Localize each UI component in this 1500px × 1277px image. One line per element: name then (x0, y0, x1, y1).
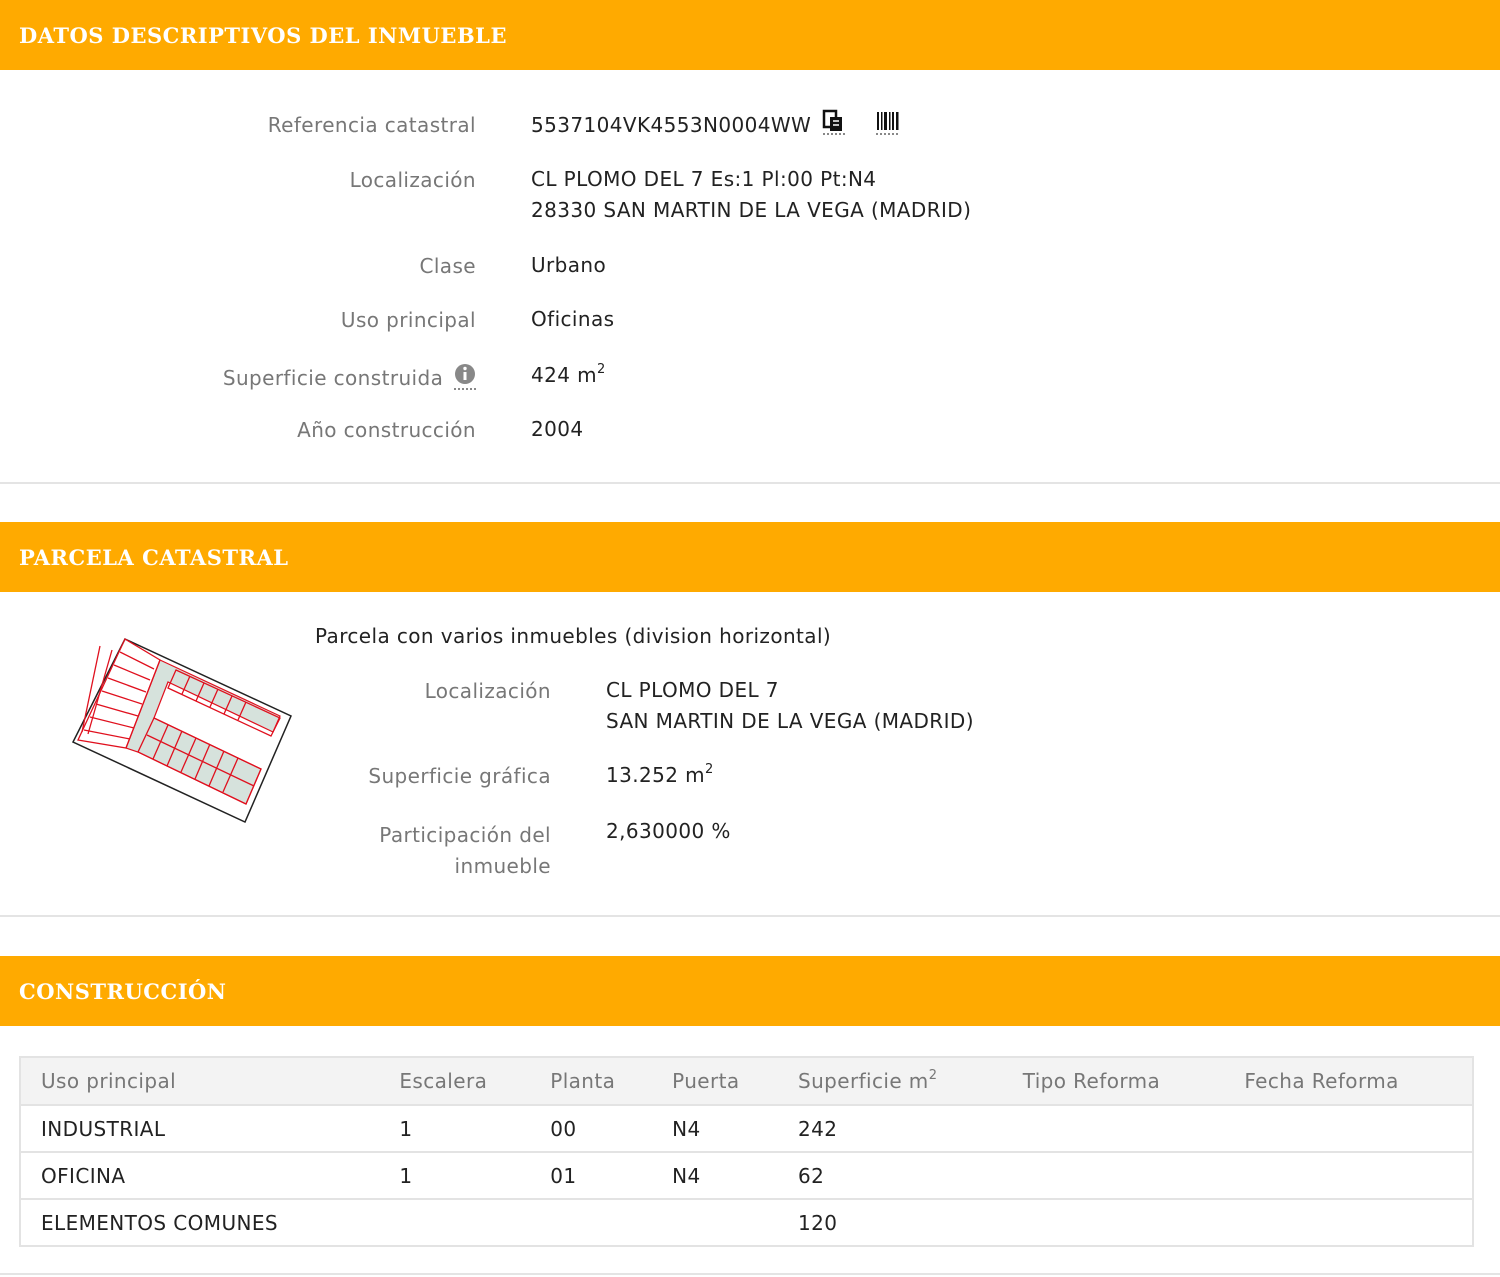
cell-fecha-reforma (1224, 1105, 1473, 1152)
cell-uso: INDUSTRIAL (20, 1105, 379, 1152)
clase-value: Urbano (531, 253, 607, 277)
localizacion-line-2: 28330 SAN MARTIN DE LA VEGA (MADRID) (531, 198, 972, 222)
parcela-description: Parcela con varios inmuebles (division horizontal) (315, 624, 832, 648)
localizacion-value (531, 164, 971, 226)
column-header-uso: Uso principal (20, 1057, 379, 1105)
parcel-map-thumbnail[interactable] (68, 632, 298, 828)
ref-catastral-label: Referencia catastral (267, 113, 476, 137)
superficie-construida-label-row (150, 363, 476, 396)
cell-puerta: N4 (652, 1105, 778, 1152)
column-header-superficie-text: Superficie m (798, 1069, 929, 1093)
info-icon[interactable] (454, 363, 476, 396)
section-title: CONSTRUCCIÓN (19, 978, 227, 1004)
superficie-construida-label: Superficie construida (222, 366, 444, 390)
cell-uso: ELEMENTOS COMUNES (41, 1210, 278, 1235)
table-header-row (20, 1057, 1473, 1105)
copy-icon[interactable] (822, 109, 846, 144)
section-divider (0, 482, 1500, 484)
column-header-puerta: Puerta (652, 1057, 778, 1105)
superficie-grafica-number: 13.252 m (606, 763, 706, 787)
cell-escalera: 1 (379, 1105, 530, 1152)
anio-construccion-label: Año construcción (297, 418, 476, 442)
cell-puerta (652, 1199, 778, 1246)
localizacion-line-1: CL PLOMO DEL 7 Es:1 Pl:00 Pt:N4 (531, 167, 877, 191)
superficie-grafica-value (606, 760, 714, 791)
superficie-exponent: 2 (705, 762, 714, 777)
section-header-construccion (0, 956, 1500, 1026)
superficie-construida-value (531, 360, 606, 391)
section-divider (0, 915, 1500, 917)
barcode-icon[interactable] (875, 109, 901, 144)
parcela-localizacion-line-2: SAN MARTIN DE LA VEGA (MADRID) (606, 709, 974, 733)
parcela-localizacion-label: Localización (424, 679, 551, 703)
cell-escalera: 1 (379, 1152, 530, 1199)
clase-label: Clase (419, 254, 476, 278)
cell-planta (530, 1199, 652, 1246)
superficie-exponent: 2 (597, 362, 606, 377)
cell-planta: 01 (530, 1152, 652, 1199)
section-title: PARCELA CATASTRAL (19, 544, 289, 570)
cell-tipo-reforma (1003, 1199, 1225, 1246)
participacion-label-line-1: Participación del (379, 823, 551, 847)
cell-superficie: 120 (798, 1210, 838, 1235)
participacion-label (300, 820, 551, 882)
section-header-datos (0, 0, 1500, 70)
column-header-tipo-reforma: Tipo Reforma (1003, 1057, 1225, 1105)
uso-principal-value: Oficinas (531, 307, 615, 331)
cell-fecha-reforma (1224, 1199, 1473, 1246)
table-row (20, 1199, 1473, 1246)
ref-catastral-value-row (531, 109, 901, 144)
column-header-escalera: Escalera (379, 1057, 530, 1105)
superficie-grafica-label: Superficie gráfica (368, 764, 551, 788)
cell-tipo-reforma (1003, 1152, 1225, 1199)
cell-escalera (379, 1199, 530, 1246)
column-header-fecha-reforma: Fecha Reforma (1224, 1057, 1473, 1105)
section-header-parcela (0, 522, 1500, 592)
cell-superficie: 242 (778, 1105, 1003, 1152)
table-row (20, 1152, 1473, 1199)
cell-tipo-reforma (1003, 1105, 1225, 1152)
parcela-localizacion-value (606, 675, 974, 737)
cell-uso: OFICINA (20, 1152, 379, 1199)
superficie-exponent: 2 (928, 1068, 938, 1083)
column-header-superficie (778, 1057, 1003, 1105)
cell-fecha-reforma (1224, 1152, 1473, 1199)
section-title: DATOS DESCRIPTIVOS DEL INMUEBLE (19, 22, 507, 48)
section-divider (0, 1273, 1500, 1275)
column-header-planta: Planta (530, 1057, 652, 1105)
ref-catastral-value: 5537104VK4553N0004WW (531, 113, 812, 137)
table-row (20, 1105, 1473, 1152)
uso-principal-label: Uso principal (340, 308, 476, 332)
parcela-localizacion-line-1: CL PLOMO DEL 7 (606, 678, 779, 702)
cell-puerta: N4 (652, 1152, 778, 1199)
cell-superficie: 62 (778, 1152, 1003, 1199)
superficie-construida-number: 424 m (531, 363, 598, 387)
anio-construccion-value: 2004 (531, 417, 584, 441)
construccion-table (19, 1056, 1474, 1247)
localizacion-label: Localización (349, 168, 476, 192)
participacion-value: 2,630000 % (606, 819, 731, 843)
cell-planta: 00 (530, 1105, 652, 1152)
participacion-label-line-2: inmueble (454, 854, 551, 878)
